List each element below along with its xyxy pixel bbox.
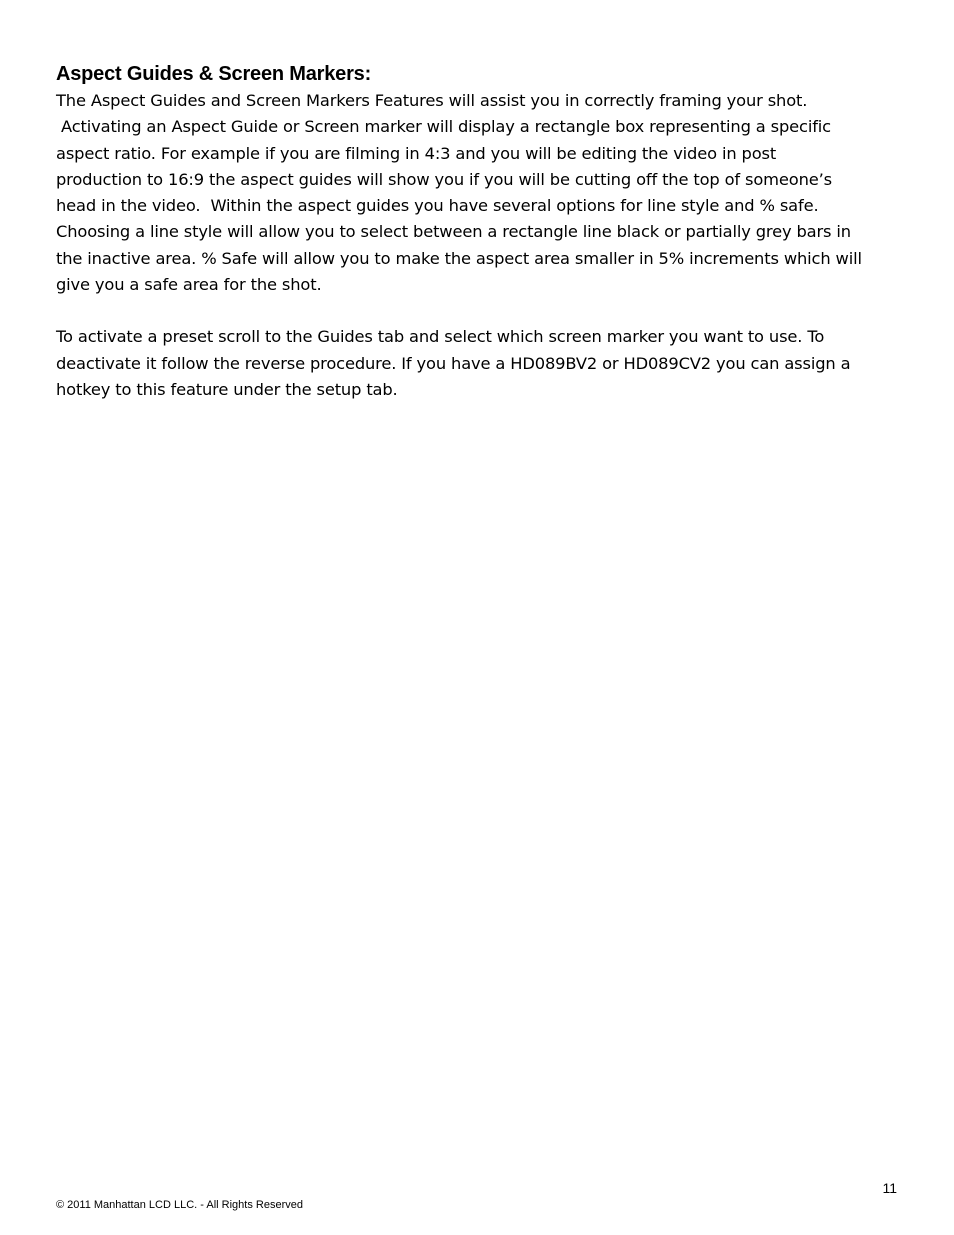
paragraph-line: deactivate it follow the reverse procedure. If you have a HD089BV2 or HD089CV2 you can assign a — [56, 353, 851, 373]
paragraph-line: the inactive area. % Safe will allow you to make the aspect area smaller in 5% increments which will — [56, 248, 862, 268]
paragraph-activation-instructions — [56, 324, 906, 403]
paragraph-line: give you a safe area for the shot. — [56, 275, 322, 295]
paragraph-line: To activate a preset scroll to the Guides tab and select which screen marker you want to use. To — [56, 327, 825, 347]
paragraph-aspect-guides-description — [56, 88, 906, 298]
page-number: 11 — [882, 1180, 897, 1196]
paragraph-line: Choosing a line style will allow you to select between a rectangle line black or partially grey bars in — [56, 222, 851, 242]
paragraph-line: production to 16:9 the aspect guides will show you if you will be cutting off the top of someone’s — [56, 169, 832, 189]
paragraph-spacer — [56, 298, 906, 324]
paragraph-line: head in the video. Within the aspect guides you have several options for line style and % safe. — [56, 196, 819, 216]
page-content — [56, 60, 906, 403]
paragraph-line: Activating an Aspect Guide or Screen marker will display a rectangle box representing a specific — [56, 117, 831, 137]
copyright-footer: © 2011 Manhattan LCD LLC. - All Rights Reserved — [56, 1199, 303, 1211]
paragraph-line: The Aspect Guides and Screen Markers Features will assist you in correctly framing your shot. — [56, 91, 808, 110]
section-heading: Aspect Guides & Screen Markers: — [56, 63, 372, 85]
paragraph-line: hotkey to this feature under the setup tab. — [56, 379, 398, 399]
paragraph-line: aspect ratio. For example if you are filming in 4:3 and you will be editing the video in post — [56, 143, 777, 163]
